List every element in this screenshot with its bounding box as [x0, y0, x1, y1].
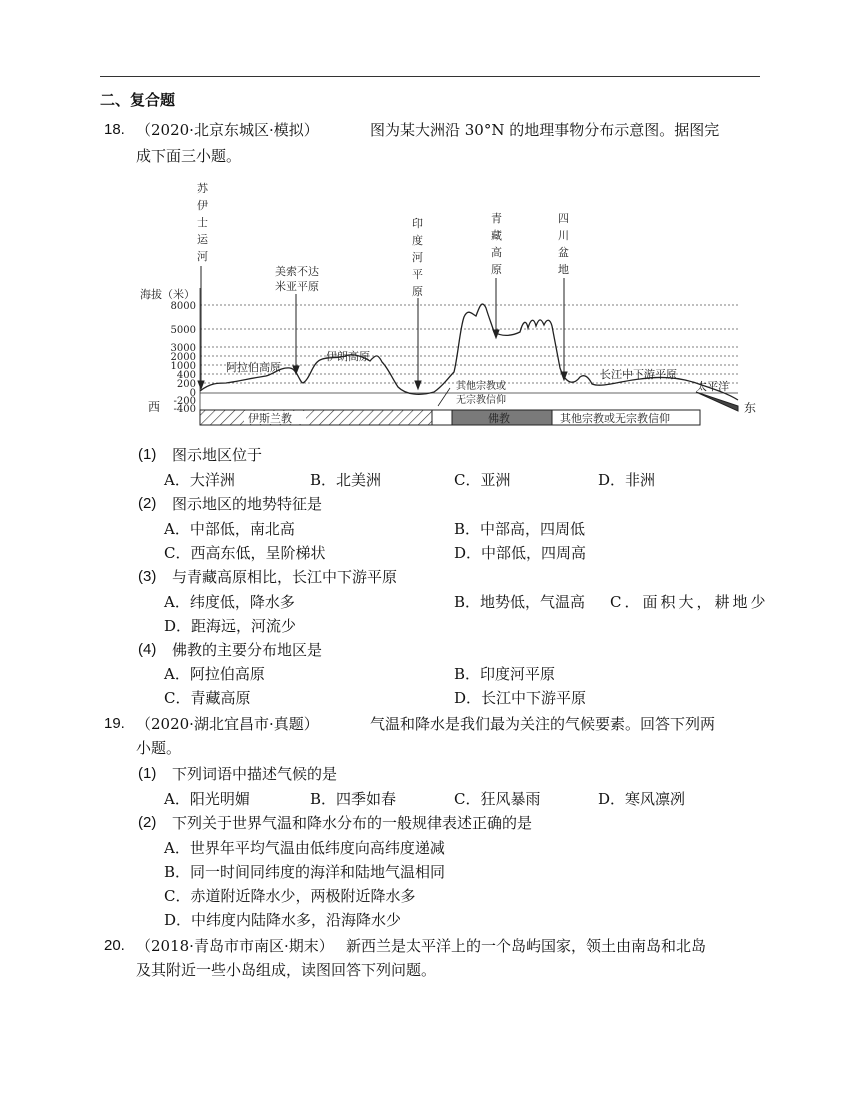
tibet-char: 高 — [491, 246, 502, 259]
q19-sub2-text: 下列关于世界气温和降水分布的一般规律表述正确的是 — [172, 814, 533, 832]
bar-buddhism-label: 佛教 — [488, 412, 510, 425]
y-tick: 200 — [176, 379, 196, 390]
y-tick: 3000 — [170, 343, 196, 354]
q19-sub1-option-b[interactable]: B．四季如春 — [310, 790, 397, 808]
indus-char: 印 — [412, 217, 423, 230]
q18-sub1-option-b[interactable]: B．北美洲 — [310, 471, 382, 489]
q18-sub4-text: 佛教的主要分布地区是 — [172, 641, 323, 659]
q19-sub2-number: (2) — [138, 814, 157, 831]
label-yangtze-plain: 长江中下游平原 — [600, 368, 677, 381]
bar-other-religion-label: 其他宗教或无宗教信仰 — [560, 412, 670, 425]
q18-sub1-option-d[interactable]: D．非洲 — [598, 471, 656, 489]
q19-sub1-option-c[interactable]: C．狂风暴雨 — [454, 790, 541, 808]
q18-number: 18. — [104, 121, 125, 138]
q18-sub1-option-a[interactable]: A．大洋洲 — [164, 471, 235, 489]
q18-sub4-option-d[interactable]: D．长江中下游平原 — [454, 689, 587, 707]
label-tibet-plateau — [491, 211, 502, 276]
terrain-profile-diagram — [140, 178, 760, 438]
tibet-char: 藏 — [491, 229, 502, 242]
q19-sub2-option-a[interactable]: A．世界年平均气温由低纬度向高纬度递减 — [164, 839, 445, 857]
q18-sub1-option-c[interactable]: C．亚洲 — [454, 471, 511, 489]
q19-sub1-text: 下列词语中描述气候的是 — [172, 765, 338, 783]
q18-stem-line2: 成下面三小题。 — [136, 147, 242, 165]
y-tick: -200 — [173, 396, 196, 407]
label-sichuan-basin — [558, 212, 569, 276]
q18-sub3-option-d[interactable]: D．距海远，河流少 — [164, 617, 297, 635]
suez-char: 士 — [197, 216, 208, 229]
q18-sub2-text: 图示地区的地势特征是 — [172, 495, 323, 513]
y-axis-label: 海拔（米） — [140, 288, 195, 301]
label-iranian-plateau: 伊朗高原 — [326, 350, 370, 363]
y-tick: 1000 — [170, 361, 196, 372]
suez-char: 河 — [197, 250, 208, 263]
q20-number: 20. — [104, 937, 125, 954]
q18-source: （2020·北京东城区·模拟） — [136, 121, 319, 139]
q20-source: （2018·青岛市市南区·期末） — [136, 937, 334, 955]
q19-stem-line1: 气温和降水是我们最为关注的气候要素。回答下列两 — [370, 715, 716, 733]
suez-char: 运 — [197, 233, 208, 246]
q18-sub1-number: (1) — [138, 446, 157, 463]
section-title: 二、复合题 — [100, 91, 176, 109]
q19-sub1-option-d[interactable]: D．寒风凛冽 — [598, 790, 686, 808]
q18-sub2-option-b[interactable]: B．中部高，四周低 — [454, 520, 586, 538]
mesopotamia-line: 美索不达 — [275, 265, 319, 278]
q19-number: 19. — [104, 715, 125, 732]
q19-sub1-number: (1) — [138, 765, 157, 782]
mesopotamia-line: 米亚平原 — [275, 280, 319, 293]
q19-sub1-option-a[interactable]: A．阳光明媚 — [164, 790, 250, 808]
religion-bar — [200, 410, 700, 425]
indus-char: 度 — [412, 234, 423, 247]
label-arabian-plateau: 阿拉伯高原 — [226, 361, 281, 374]
indus-char: 河 — [412, 251, 423, 264]
note-leader-line — [438, 388, 450, 406]
q19-source: （2020·湖北宜昌市·真题） — [136, 715, 319, 733]
q18-stem-line1: 图为某大洲沿 30°N 的地理事物分布示意图。据图完 — [370, 121, 720, 139]
indus-char: 原 — [412, 285, 423, 298]
top-rule — [100, 76, 760, 77]
q20-stem-line1: 新西兰是太平洋上的一个岛屿国家，领土由南岛和北岛 — [346, 937, 707, 955]
q18-sub2-option-d[interactable]: D．中部低，四周高 — [454, 544, 587, 562]
q18-sub3-option-c[interactable]: C．面积大，耕地少 — [610, 593, 769, 611]
label-pacific-ocean: 太平洋 — [696, 380, 729, 393]
tibet-char: 青 — [491, 212, 502, 225]
q20-stem-line2: 及其附近一些小岛组成，读图回答下列问题。 — [136, 961, 437, 979]
bar-islam — [200, 410, 432, 425]
y-tick: 8000 — [170, 301, 196, 312]
label-suez-canal — [197, 181, 209, 263]
label-other-religion-note: 其他宗教或 — [456, 381, 506, 392]
label-east: 东 — [744, 401, 757, 415]
q19-stem-line2: 小题。 — [136, 739, 182, 757]
suez-char: 伊 — [197, 199, 208, 212]
ocean-wedge — [696, 392, 738, 411]
suez-char: 苏 — [197, 182, 208, 195]
y-tick: 0 — [189, 388, 196, 399]
q18-sub4-number: (4) — [138, 641, 157, 658]
label-west: 西 — [148, 400, 161, 414]
sichuan-char: 地 — [558, 263, 569, 276]
y-tick: 2000 — [170, 352, 196, 363]
label-indus-plain — [412, 217, 423, 298]
q19-sub2-option-b[interactable]: B．同一时间同纬度的海洋和陆地气温相同 — [164, 863, 446, 881]
q18-sub4-option-a[interactable]: A．阿拉伯高原 — [164, 665, 265, 683]
indus-char: 平 — [412, 268, 423, 281]
q18-sub3-option-a[interactable]: A．纬度低，降水多 — [164, 593, 295, 611]
sichuan-char: 盆 — [558, 246, 569, 259]
sichuan-char: 四 — [558, 212, 569, 225]
y-tick: 5000 — [170, 325, 196, 336]
q18-sub4-option-b[interactable]: B．印度河平原 — [454, 665, 556, 683]
tibet-char: 原 — [491, 263, 502, 276]
q18-sub2-number: (2) — [138, 495, 157, 512]
q19-sub2-option-c[interactable]: C．赤道附近降水少，两极附近降水多 — [164, 887, 416, 905]
bar-other-small — [432, 410, 452, 425]
y-tick: -400 — [173, 404, 196, 415]
bar-islam-label: 伊斯兰教 — [248, 412, 292, 425]
q18-sub3-number: (3) — [138, 568, 157, 585]
y-tick: 400 — [176, 370, 196, 381]
q18-sub3-text: 与青藏高原相比，长江中下游平原 — [172, 568, 398, 586]
q19-sub2-option-d[interactable]: D．中纬度内陆降水多，沿海降水少 — [164, 911, 402, 929]
y-tick-labels — [171, 301, 196, 415]
label-mesopotamia — [275, 264, 319, 293]
q18-sub2-option-c[interactable]: C．西高东低，呈阶梯状 — [164, 544, 326, 562]
sichuan-char: 川 — [558, 229, 569, 242]
q18-sub1-text: 图示地区位于 — [172, 446, 263, 464]
q18-sub4-option-c[interactable]: C．青藏高原 — [164, 689, 251, 707]
q18-sub2-option-a[interactable]: A．中部低，南北高 — [164, 520, 295, 538]
label-other-religion-note: 无宗教信仰 — [456, 395, 506, 406]
q18-sub3-option-b[interactable]: B．地势低，气温高 — [454, 593, 586, 611]
